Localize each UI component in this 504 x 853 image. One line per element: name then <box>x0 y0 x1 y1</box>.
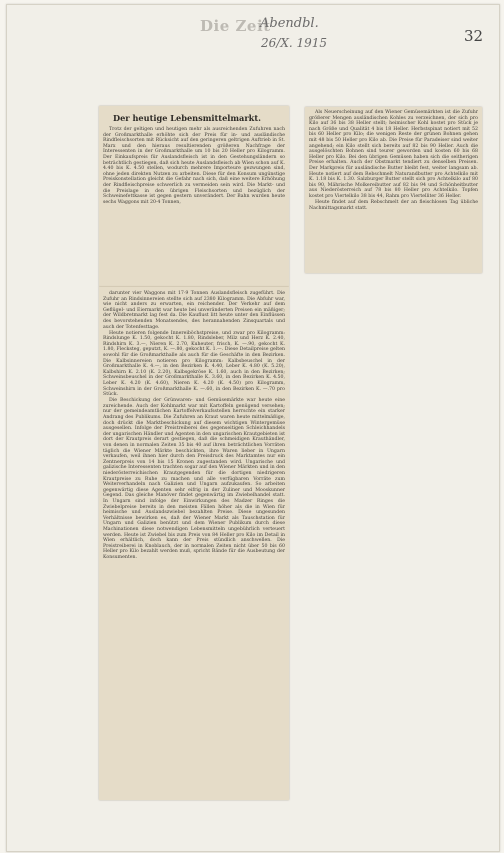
handwritten-date: 26/X. 1915 <box>261 36 328 50</box>
clipping-article-continuation <box>99 287 289 800</box>
handwritten-edition: Abendbl. <box>260 16 319 31</box>
article-headline: Der heutige Lebensmittelmarkt. <box>113 113 261 123</box>
article-paragraph: Die Beschickung der Grünwaren- und Gemüsemärkte war heute eine zureichende. Auch der Kohlmarkt war mit Kartoffeln genügend versehen; nur der gemeindeamtlichen Kartoffelverkaufsstellen herrschte ein starker Andrang des Publikums. Die Zufuhren an Kraut waren heute mittelmäßige, doch drückt die Marktbeschickung auf diesem wichtigen Wintergemüse ausgesellen. Infolge der Preistreiberei des gegenseitigen Schleichhandels der ungarischen Händler und Agenten in den ungarischen Krautgebieten ist dort der Krautpreis derart gestiegen, daß die schmeidigen Krauthändler, von denen in normalen Zeiten 35 bis 40 auf ihren beträchtlichen Vorräten täglich die Wiener Märkte beschickten, ihre Waren lieber in Ungarn verkaufen, weil ihnen hier durch den Preisdruck des Marktamtes nur ein Zentnerpreis von 14 bis 15 Kronen zugestanden wird. Ungarische und galizische Interessenten trachten sogar auf den Wiener Märkten und in den niederösterreichischen Krautgegenden für die dortigen niedrigeren Krautpreise zu Ruhe zu machen und alle verfügbaren Vorräte zum Weiterverhandeln nach Galizien und Ungarn aufzukaufen. So arbeiten gegenwärtig diese Agenten sehr eifrig in der Zuliner und Mooskunner Gegend. Das gleiche Manöver findet gegenwärtig im Zwiebelhandel statt. In Ungarn sind infolge der Einwirkungen des Madzer Ringes die Zwiebelpreise bereits in den meisten Fällen höher als die in Wien für heimische und Auslandszwiebel bezahlten Preise. Diese ungesunden Verhältnisse bewirken es, daß der Wiener Markt als Tauschstation für Ungarn und Galizien benützt und dem Wiener Publikum durch diese Machinationen diese notwendigen Lebensmitteln ungebührlich verteuert werden. Heute ist Zwiebel bis zum Preis von 84 Heller pro Kilo im Detail in Wien erhältlich, doch kann der Preis stündlich anschwellen. Die Preistreiberei in Knoblauch, der in normalen Zeiten nicht über 50 bis 60 Heller pro Kilo bezahlt werden muß, spricht Bände für die Ausbeutung der Konsumenten. <box>103 398 285 560</box>
article-paragraph: Heute findet auf dem Rebschmelt der an fleischlosen Tag übliche Nachmittagsmarkt statt. <box>309 200 478 211</box>
article-paragraph: Trotz der geltigen und heutigen mehr als ausreichenden Zufuhren nach der Großmarkthalle erhöhte sich der Preis für in- und ausländische Rindfleischsorten mit Rücksicht auf den geringeren geltrigen Auftrieb in St. Marx und den hieraus resultierenden größeren Nachfrage der Interessenten in der Großmarkthalle um 10 bis 20 Heller pro Kilogramm. Der Einkaufspreis für Auslandsfleisch ist in den Gestehungsländern so beträchtlich gestiegen, daß sich heute Auslandsfleisch ab Wien schon auf K. 4.40 bis K. 4.50 stellen, wodurch mehrere Importeure gezwungen sind, ohne jeden direkten Nutzen zu arbeiten. Diese für den Konsum ungünstige Preiskonstellation gleicht die Gefahr nach sich, daß eine weitere Erhöhung der Rindfleischpreise schwerlich zu vermeiden sein wird. Die Markt- und die Preislage in den übrigen Fleischsorten und bezüglich der Schweinefettkasse ist gegen gestern unverändert. Der Bahn wurden heute sechs Waggons mit 20·4 Tonnen, <box>103 127 285 205</box>
article-paragraph: Heute notieren folgende Innereiböchstpreise, und zwar pro Kilogramm: Rindslunge K. 1.50, gekocht K. 1.80, Rindsleber, Milz und Herz K. 2.40, Rindshirn K. 3.—, Nieren K. 2.70, Kuheuter, frisch, K. —.90, gekocht K. 1.80, Flecksteg, geputzt, K. —.80, gekocht K. 1.—. Diese Detailpreise gelten sowohl für die Großmarkthalle als auch für die Geschäfte in den Bezirken. Die Kalbsinnereien notieren pro Kilogramm: Kalbsbeuschel in der Großmarkthalle K. 4.—, in den Bezirken K. 4.40, Leber K. 4.80 (K. 5.20), Kalbshirn K. 2.10 (K. 2.20), Kalbsgekröse K. 1.60, auch in den Bezirken; Schweinsbeuschel in der Großmarkthalle K. 3.60, in den Bezirken K. 4.50, Leber K. 4.20 (K. 4.60), Nieren K. 4.20 (K. 4.50) pro Kilogramm, Schweinshirn in der Großmarkthalle K. —.60, in den Bezirken K. —.70 pro Stück. <box>103 330 285 398</box>
clipping-article-top <box>99 106 289 287</box>
newspaper-title: Die Zeit <box>200 17 271 35</box>
page-number: 32 <box>464 27 484 45</box>
article-paragraph: darunter vier Waggons mit 17·9 Tonnen Auslandsfleisch zugeführt. Die Zufuhr an Rindsinnereien stellte sich auf 2380 Kilogramm. Die Abfuhr war, wie nicht anders zu erwarten, ein reichender. Der Verkehr auf dem Geflügel- und Eiermarkt war heute bei unveränderten Preisen ein mäßiger; der Wildbretmarkt lag fest da. Die Kauflust litt heute unter den Einflüssen des bevorstehenden Monatsendes, des herannahenden Zinsquartals und auch der Totenfesttage. <box>103 291 285 330</box>
article-body <box>99 287 289 561</box>
article-paragraph: Als Neuerscheinung auf den Wiener Gemüsemärkten ist die Zufuhr größerer Mengen ausländischen Kohles zu verzeichnen, der sich pro Kilo auf 36 bis 38 Heller stellt; heimischer Kohl kostet pro Stück je nach Größe und Qualität 4 bis 18 Heller. Herbstspinat notiert mit 52 bis 60 Heller pro Kilo; die wenigen Reste der grünen Bohnen gehen mit 48 bis 50 Heller pro Kilo ab. Die Preise für Paradeiser sind weiter angehend; ein Kilo stellt sich bereits auf 82 bis 90 Heller. Auch die ausgelöschten Bohnen sind teurer geworden und kosten 60 bis 68 Heller pro Kilo. Bei den übrigen Gemüsen haben sich die seitherigen Preise erhalten. Auch der Obstmarkt tendiert zu denselben Preisen. Der Markpreis für ausländische Butter bleibt fest, weiter langsam ab. Heute notiert auf dem Rebschmelt Naturandbutter pro Achtelkilo mit K. 1.18 bis K. 1.30. Salzburger Butter stellt sich pro Achtelkilo auf 80 bis 90, Mährische Molkereibutter auf 82 bis 94 und Schönheitbutter aus Niederösterreich auf 78 bis 80 Heller pro Achtelkilo. Topfen kostet pro Viertelkilo 38 bis 44, Rahm pro Viertelliter 36 Heller. <box>309 110 478 199</box>
article-body <box>99 126 289 205</box>
article-body <box>305 107 482 211</box>
clipping-article-right <box>305 107 482 273</box>
